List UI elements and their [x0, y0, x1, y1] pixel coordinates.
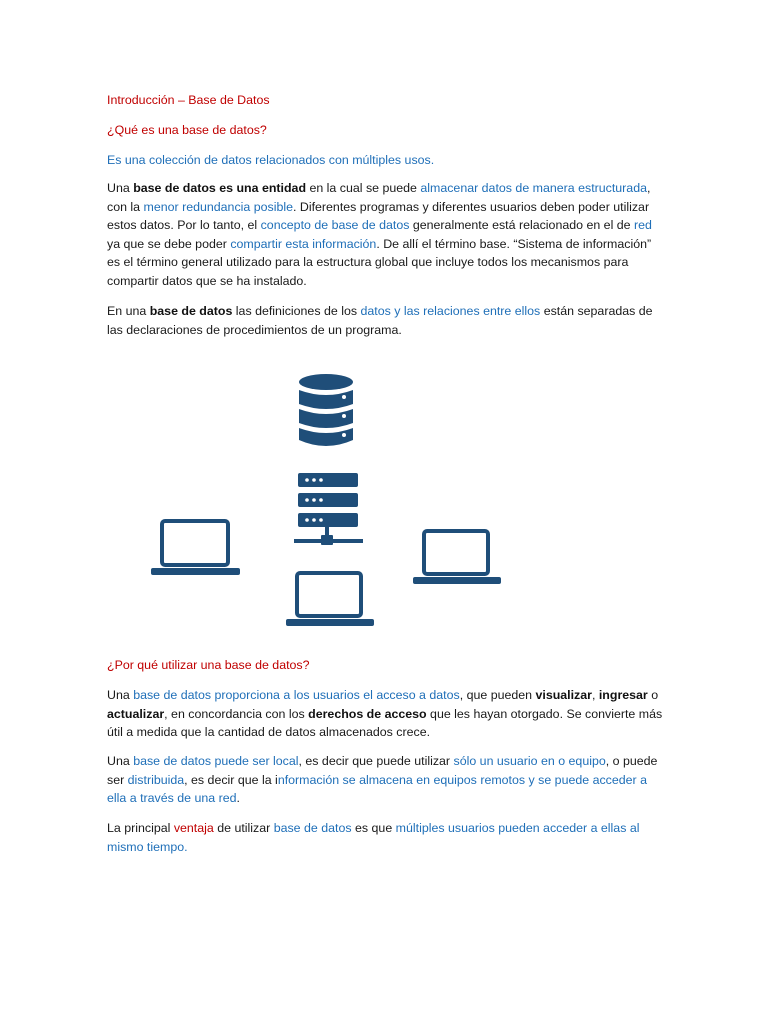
bold-text: derechos de acceso — [308, 706, 427, 721]
document-title: Introducción – Base de Datos — [107, 93, 270, 107]
laptop-right-icon — [413, 531, 501, 584]
question-heading-1: ¿Qué es una base de datos? — [107, 123, 267, 137]
bold-text: visualizar — [535, 688, 592, 702]
text-run: Una — [107, 688, 134, 702]
text-run: Una — [107, 754, 134, 768]
link-text[interactable]: menor redundancia posible — [143, 199, 293, 214]
link-text[interactable]: base de datos — [273, 821, 352, 835]
text-run: Una — [107, 181, 134, 195]
text-run: generalmente está relacionado en el de — [409, 218, 634, 233]
text-run: de utilizar — [213, 821, 274, 835]
text-run: . — [236, 791, 240, 806]
text-run: , con la — [107, 181, 651, 214]
link-text[interactable]: múltiples usuarios pueden acceder a ellas al mismo tiempo. — [107, 821, 640, 854]
text-run: las definiciones de los — [232, 304, 361, 318]
link-text[interactable]: red — [633, 218, 652, 233]
link-text[interactable]: base de datos puede ser local — [133, 754, 299, 768]
link-text[interactable]: nformación se almacena en equipos remotos y se puede acceder a ella a través de una red — [107, 772, 647, 806]
text-run: , o puede ser — [107, 754, 658, 787]
text-run: o — [647, 688, 659, 702]
bold-text: ingresar — [598, 688, 648, 702]
server-icon — [294, 473, 363, 545]
text-run: que les hayan otorgado. Se convierte más útil a medida que la cantidad de datos almacenados crece. — [107, 706, 663, 740]
database-icon — [299, 374, 353, 446]
link-text[interactable]: compartir esta información — [230, 236, 377, 251]
text-run: . Diferentes programas y diferentes usuarios deben poder utilizar estos datos. Por lo tanto, el — [107, 199, 650, 233]
text-run: ya que se debe poder — [107, 236, 231, 251]
bold-text: actualizar — [107, 706, 165, 721]
bold-text: base de datos — [149, 304, 233, 318]
text-run: La principal — [107, 821, 174, 835]
laptop-bottom-icon — [286, 573, 374, 626]
text-run: , — [591, 688, 599, 702]
question-heading-2: ¿Por qué utilizar una base de datos? — [107, 658, 310, 672]
text-run: están separadas de las declaraciones de procedimientos de un programa. — [107, 304, 653, 337]
text-run: , que pueden — [459, 688, 536, 702]
laptop-left-icon — [151, 521, 240, 575]
definition-text: Es una colección de datos relacionados con múltiples usos. — [107, 153, 435, 167]
link-text[interactable]: sólo un usuario en o equipo — [453, 754, 606, 768]
paragraph-3 — [107, 686, 663, 742]
bold-text: base de datos es una entidad — [133, 181, 307, 195]
text-run: , en concordancia con los — [164, 706, 309, 721]
paragraph-5 — [107, 819, 663, 856]
text-run: . De allí el término base. “Sistema de información” es el término general utilizado para la estructura global que incluye todos los mecanismos para compartir datos que se ha instalado. — [107, 236, 652, 288]
text-run: en la cual se puede — [306, 181, 421, 195]
highlight-text: ventaja — [173, 821, 214, 835]
link-text[interactable]: distribuida — [127, 772, 185, 787]
link-text[interactable]: datos y las relaciones entre ellos — [360, 304, 541, 318]
link-text[interactable]: almacenar datos de manera estructurada — [420, 181, 647, 195]
text-run: En una — [107, 304, 150, 318]
text-run: es que — [351, 821, 396, 835]
link-text[interactable]: concepto de base de datos — [260, 218, 410, 233]
text-run: , es decir que puede utilizar — [298, 754, 454, 768]
paragraph-4 — [107, 752, 663, 808]
link-text[interactable]: base de datos proporciona a los usuarios el acceso a datos — [133, 688, 460, 702]
text-run: , es decir que la i — [184, 772, 278, 787]
